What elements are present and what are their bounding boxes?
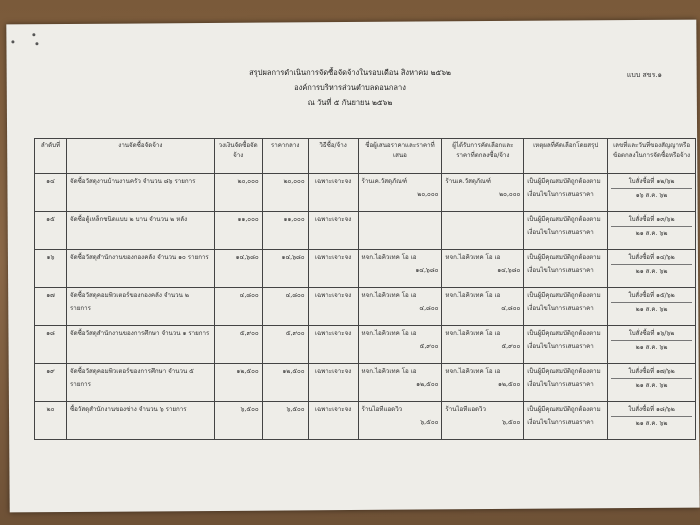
contract-date: ๒๑ ส.ค. ๖๒ (611, 378, 692, 392)
punch-hole (35, 42, 38, 45)
budget-amount: ๒๐,๐๐๐ (214, 174, 262, 212)
bidder-cell (358, 212, 442, 250)
budget-amount: ๑๔,๖๘๐ (214, 250, 262, 288)
median-price: ๕,๙๐๐ (262, 326, 308, 364)
winner-cell (442, 288, 524, 326)
winner-name: หจก.ไอคิวเทค โอ เอ (445, 368, 501, 375)
winning-price: ๕,๙๐๐ (501, 343, 521, 350)
column-header: งานจัดซื้อจัดจ้าง (66, 139, 214, 174)
winning-price: ๑๒,๕๐๐ (498, 381, 521, 388)
item-description: จัดซื้อวัสดุสำนักงานของกองคลัง จำนวน ๑๐ รายการ (66, 250, 214, 288)
budget-amount: ๕,๙๐๐ (214, 326, 262, 364)
column-header: เหตุผลที่คัดเลือกโดยสรุป (524, 139, 608, 174)
procurement-table (34, 138, 696, 440)
procurement-method: เฉพาะเจาะจง (308, 364, 358, 402)
median-price: ๒๐,๐๐๐ (262, 174, 308, 212)
contract-date: ๒๑ ส.ค. ๖๒ (611, 264, 692, 278)
bid-price: ๕,๙๐๐ (419, 343, 439, 350)
selection-reason: เป็นผู้มีคุณสมบัติถูกต้องตามเงื่อนไขในการเสนอราคา (524, 212, 608, 250)
table-row (35, 174, 696, 212)
bid-price: ๑๔,๖๘๐ (415, 267, 439, 274)
contract-number: ใบสั่งซื้อที่ ๑๖/๖๒ (628, 330, 675, 337)
table-row (35, 326, 696, 364)
contract-number: ใบสั่งซื้อที่ ๑๒/๖๒ (628, 178, 675, 185)
contract-number: ใบสั่งซื้อที่ ๑๘/๖๒ (628, 406, 675, 413)
procurement-method: เฉพาะเจาะจง (308, 326, 358, 364)
bidder-cell (358, 250, 442, 288)
winner-name: ร้านเค.วัสดุภัณฑ์ (445, 178, 491, 185)
winner-name: หจก.ไอคิวเทค โอ เอ (445, 330, 501, 337)
organization-name: องค์การบริหารส่วนตำบลดอนกลาง (294, 83, 406, 92)
winning-price: ๑๔,๖๘๐ (497, 267, 521, 274)
row-number: ๑๗ (35, 288, 67, 326)
selection-reason: เป็นผู้มีคุณสมบัติถูกต้องตามเงื่อนไขในการเสนอราคา (524, 402, 608, 440)
bidder-name: ร้านไอทีแอดวิว (361, 406, 403, 413)
budget-amount: ๖,๕๐๐ (214, 402, 262, 440)
bidder-name: หจก.ไอคิวเทค โอ เอ (361, 330, 417, 337)
contract-date: ๒๑ ส.ค. ๖๒ (611, 226, 692, 240)
column-header: ราคากลาง (262, 139, 308, 174)
row-number: ๑๙ (35, 364, 67, 402)
contract-cell (608, 288, 696, 326)
procurement-method: เฉพาะเจาะจง (308, 212, 358, 250)
item-description: จัดซื้อวัสดุคอมพิวเตอร์ของกองคลัง จำนวน ๒ รายการ (66, 288, 214, 326)
bidder-cell (358, 174, 442, 212)
column-header: ผู้ได้รับการคัดเลือกและราคาที่ตกลงซื้อ/จ้าง (442, 139, 524, 174)
winner-cell (442, 326, 524, 364)
winning-price: ๔,๘๐๐ (501, 305, 521, 312)
bidder-cell (358, 402, 442, 440)
document-title: สรุปผลการดำเนินการจัดซื้อจัดจ้างในรอบเดือน สิงหาคม ๒๕๖๒ (249, 68, 451, 77)
median-price: ๔,๘๐๐ (262, 288, 308, 326)
median-price: ๑๒,๕๐๐ (262, 364, 308, 402)
selection-reason: เป็นผู้มีคุณสมบัติถูกต้องตามเงื่อนไขในการเสนอราคา (524, 326, 608, 364)
median-price: ๖,๕๐๐ (262, 402, 308, 440)
contract-cell (608, 364, 696, 402)
selection-reason: เป็นผู้มีคุณสมบัติถูกต้องตามเงื่อนไขในการเสนอราคา (524, 250, 608, 288)
item-description: จัดซื้อวัสดุสำนักงานของการศึกษา จำนวน ๑ รายการ (66, 326, 214, 364)
contract-number: ใบสั่งซื้อที่ ๑๗/๖๒ (628, 368, 675, 375)
row-number: ๒๐ (35, 402, 67, 440)
punch-hole (11, 40, 14, 43)
bidder-cell (358, 288, 442, 326)
column-header: วงเงินจัดซื้อจัดจ้าง (214, 139, 262, 174)
bidder-name: หจก.ไอคิวเทค โอ เอ (361, 368, 417, 375)
contract-date: ๒๑ ส.ค. ๖๒ (611, 340, 692, 354)
row-number: ๑๕ (35, 212, 67, 250)
item-description: จัดซื้อตู้เหล็กชนิดแบบ ๒ บาน จำนวน ๒ หลัง (66, 212, 214, 250)
winner-cell (442, 364, 524, 402)
contract-cell (608, 326, 696, 364)
winning-price: ๖,๕๐๐ (502, 419, 521, 426)
form-code: แบบ สขร.๑ (626, 71, 662, 79)
selection-reason: เป็นผู้มีคุณสมบัติถูกต้องตามเงื่อนไขในการเสนอราคา (524, 288, 608, 326)
contract-cell (608, 212, 696, 250)
row-number: ๑๘ (35, 326, 67, 364)
selection-reason: เป็นผู้มีคุณสมบัติถูกต้องตามเงื่อนไขในการเสนอราคา (524, 364, 608, 402)
winner-name: ร้านไอทีแอดวิว (445, 406, 486, 413)
table-row (35, 250, 696, 288)
procurement-method: เฉพาะเจาะจง (308, 174, 358, 212)
bid-price: ๒๐,๐๐๐ (417, 191, 439, 198)
contract-number: ใบสั่งซื้อที่ ๑๔/๖๒ (628, 254, 675, 261)
bidder-name: หจก.ไอคิวเทค โอ เอ (361, 292, 417, 299)
contract-date: ๑๖ ส.ค. ๖๒ (611, 188, 692, 202)
winner-cell (442, 212, 524, 250)
procurement-method: เฉพาะเจาะจง (308, 288, 358, 326)
contract-cell (608, 174, 696, 212)
column-header: ลำดับที่ (35, 139, 67, 174)
contract-cell (608, 250, 696, 288)
contract-number: ใบสั่งซื้อที่ ๑๓/๖๒ (628, 216, 675, 223)
contract-number: ใบสั่งซื้อที่ ๑๕/๖๒ (628, 292, 675, 299)
bidder-name: ร้านเค.วัสดุภัณฑ์ (361, 178, 408, 185)
procurement-method: เฉพาะเจาะจง (308, 402, 358, 440)
winning-price: ๒๐,๐๐๐ (499, 191, 521, 198)
budget-amount: ๑๒,๕๐๐ (214, 364, 262, 402)
bidder-cell (358, 364, 442, 402)
table-row (35, 402, 696, 440)
contract-date: ๒๑ ส.ค. ๖๒ (611, 416, 692, 430)
column-header: ชื่อผู้เสนอราคาและราคาที่เสนอ (358, 139, 442, 174)
median-price: ๑๑,๐๐๐ (262, 212, 308, 250)
column-header: เลขที่และวันที่ของสัญญาหรือข้อตกลงในการจัดซื้อหรือจ้าง (608, 139, 696, 174)
budget-amount: ๑๑,๐๐๐ (214, 212, 262, 250)
bid-price: ๖,๕๐๐ (420, 419, 439, 426)
winner-cell (442, 402, 524, 440)
winner-name: หจก.ไอคิวเทค โอ เอ (445, 254, 501, 261)
row-number: ๑๖ (35, 250, 67, 288)
winner-cell (442, 250, 524, 288)
winner-name: หจก.ไอคิวเทค โอ เอ (445, 292, 501, 299)
table-row (35, 212, 696, 250)
item-description: จัดซื้อวัสดุคอมพิวเตอร์ของการศึกษา จำนวน ๕ รายการ (66, 364, 214, 402)
row-number: ๑๔ (35, 174, 67, 212)
winner-cell (442, 174, 524, 212)
selection-reason: เป็นผู้มีคุณสมบัติถูกต้องตามเงื่อนไขในการเสนอราคา (524, 174, 608, 212)
bidder-name: หจก.ไอคิวเทค โอ เอ (361, 254, 417, 261)
budget-amount: ๔,๘๐๐ (214, 288, 262, 326)
table-row (35, 364, 696, 402)
procurement-method: เฉพาะเจาะจง (308, 250, 358, 288)
contract-date: ๒๑ ส.ค. ๖๒ (611, 302, 692, 316)
bid-price: ๔,๘๐๐ (419, 305, 439, 312)
document-date: ณ วันที่ ๕ กันยายน ๒๕๖๒ (307, 98, 393, 107)
bid-price: ๑๒,๕๐๐ (416, 381, 439, 388)
punch-hole (32, 33, 35, 36)
bidder-cell (358, 326, 442, 364)
item-description: จัดซื้อวัสดุงานบ้านงานครัว จำนวน ๘๖ รายการ (66, 174, 214, 212)
item-description: ซื้อวัสดุสำนักงานของช่าง จำนวน ๖ รายการ (66, 402, 214, 440)
table-row (35, 288, 696, 326)
column-header: วิธีซื้อ/จ้าง (308, 139, 358, 174)
table-header-row (35, 139, 696, 174)
median-price: ๑๔,๖๘๐ (262, 250, 308, 288)
contract-cell (608, 402, 696, 440)
